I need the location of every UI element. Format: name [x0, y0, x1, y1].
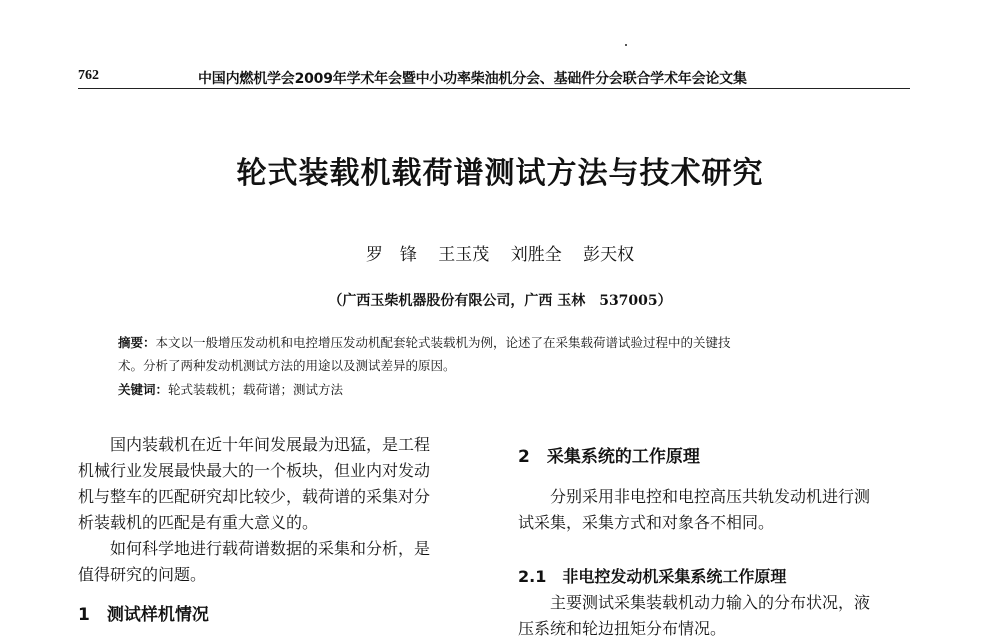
- left-p2-line-2: 值得研究的问题。: [78, 565, 207, 584]
- left-p1-line-4: 析装载机的匹配是有重大意义的。: [78, 513, 319, 532]
- left-p1-line-1: 国内装载机在近十年间发展最为迅猛，是工程: [78, 435, 431, 454]
- page-number: 762: [78, 68, 99, 83]
- left-p1-line-2: 机械行业发展最快最大的一个板块，但业内对发动: [78, 461, 431, 480]
- section-2-heading: 2 采集系统的工作原理: [518, 447, 700, 467]
- affiliation: （广西玉柴机器股份有限公司，广西 玉林 537005）: [328, 293, 672, 309]
- keywords-label: 关键词：: [118, 382, 169, 397]
- abstract-line-1: [118, 333, 731, 351]
- abstract-label: 摘要：: [118, 335, 156, 350]
- right-p1-line-1: 分别采用非电控和电控高压共轨发动机进行测: [518, 487, 871, 506]
- author-3: 刘胜全: [510, 245, 562, 265]
- paper-title: 轮式装载机载荷谱测试方法与技术研究: [236, 156, 764, 191]
- running-header: 中国内燃机学会2009年学术年会暨中小功率柴油机分会、基础件分会联合学术年会论文集: [198, 71, 747, 87]
- right-p2-line-1: 主要测试采集装载机动力输入的分布状况，液: [518, 593, 871, 612]
- author-4: 彭天权: [583, 245, 635, 265]
- right-p1-line-2: 试采集，采集方式和对象各不相同。: [518, 513, 775, 532]
- abstract-line-2: 术。分析了两种发动机测试方法的用途以及测试差异的原因。: [118, 358, 456, 373]
- left-p2-line-1: 如何科学地进行载荷谱数据的采集和分析，是: [78, 539, 431, 558]
- left-p1-line-3: 机与整车的匹配研究却比较少，载荷谱的采集对分: [78, 487, 431, 506]
- keywords-text: 轮式装载机；载荷谱；测试方法: [168, 382, 344, 397]
- keywords-line: [118, 380, 343, 398]
- scan-speck: [625, 44, 627, 46]
- header-rule: [78, 88, 910, 89]
- author-list: [0, 240, 1000, 265]
- right-p2-line-2: 压系统和轮边扭矩分布情况。: [518, 619, 727, 638]
- abstract-text-1: 本文以一般增压发动机和电控增压发动机配套轮式装载机为例，论述了在采集载荷谱试验过程中的关键技: [155, 335, 731, 350]
- section-2-1-heading: 2.1 非电控发动机采集系统工作原理: [518, 567, 787, 586]
- author-1: 罗 锋: [365, 245, 417, 265]
- section-1-heading: 1 测试样机情况: [78, 605, 209, 625]
- author-2: 王玉茂: [438, 245, 490, 265]
